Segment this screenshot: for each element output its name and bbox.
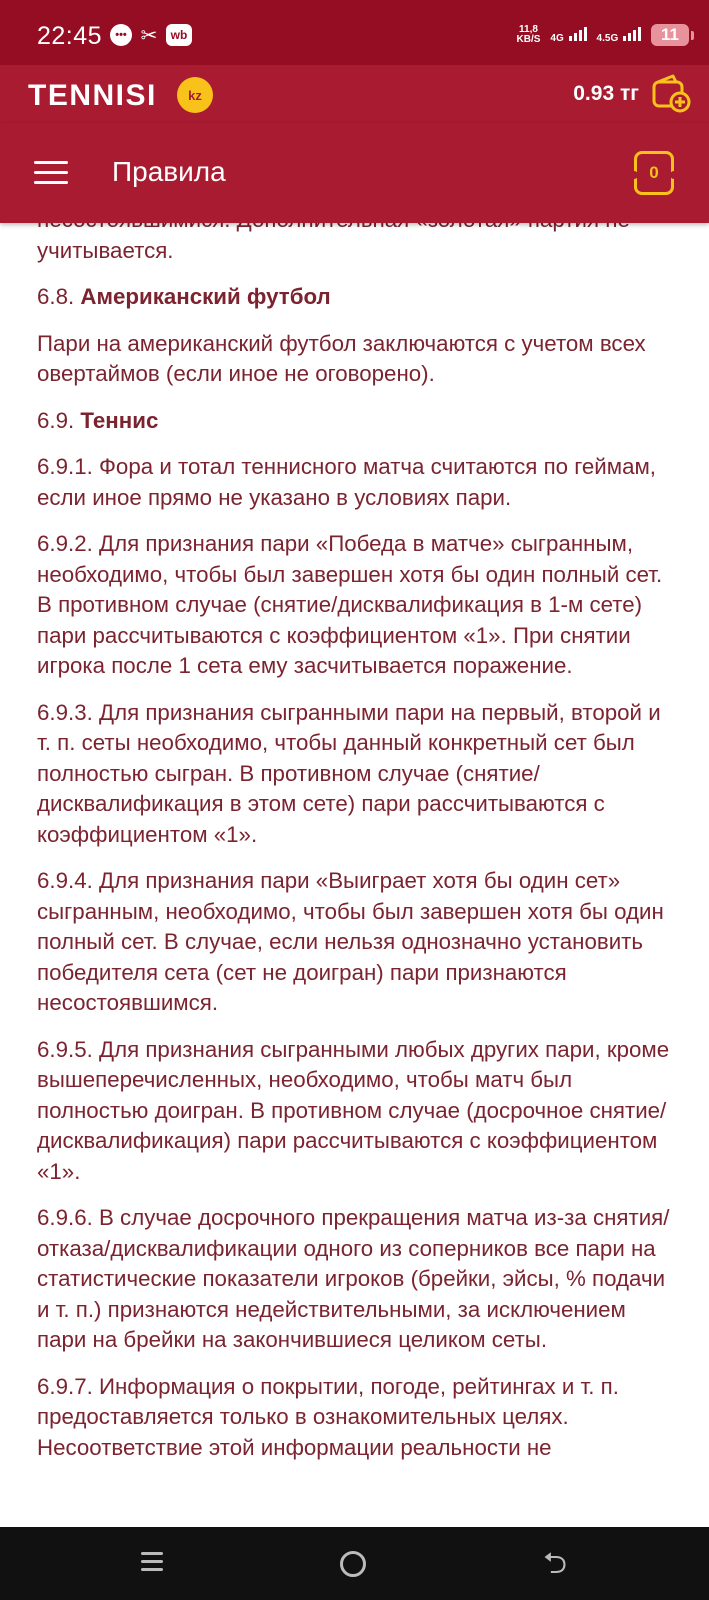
signal-1-icon: 4G <box>550 27 586 44</box>
chat-notification-icon: ••• <box>110 24 132 46</box>
wb-app-icon: wb <box>166 24 192 46</box>
app-toolbar <box>0 123 709 223</box>
rules-paragraph: 6.9.3. Для признания сыгранными пари на первый, второй и т. п. сеты необходимо, чтобы данный конкретный сет был полностью сыгран. В противном случае (снятие/дисквалификация в этом сете) пари рассчитываются с коэффициентом «1». <box>37 699 661 847</box>
balance[interactable]: 0.93 тг <box>573 82 639 105</box>
rules-paragraph: учитывается. <box>37 237 174 263</box>
wallet-plus-icon[interactable] <box>651 73 691 113</box>
status-bar <box>0 0 709 65</box>
signal-2-icon: 4.5G <box>597 27 641 44</box>
notification-icons <box>110 24 192 46</box>
rules-paragraph: 6.9.7. Информация о покрытии, погоде, рейтингах и т. п. предоставляется только в ознакомительных целях. Несоответствие этой информации реальности не <box>37 1373 619 1460</box>
section-heading-tennis: 6.9. Теннис <box>37 407 159 433</box>
missed-call-icon: ✂ <box>140 24 158 47</box>
coupon-button[interactable]: 0 <box>634 151 674 195</box>
network-speed: 11,8 KB/S <box>516 24 541 45</box>
battery-icon: 11 <box>651 24 689 46</box>
back-icon[interactable]: ⮌ <box>542 1547 568 1580</box>
home-icon[interactable] <box>340 1551 366 1577</box>
rules-paragraph: 6.9.1. Фора и тотал теннисного матча считаются по геймам, если иное прямо не указано в условиях пари. <box>37 454 656 510</box>
rules-paragraph: 6.9.6. В случае досрочного прекращения матча из-за снятия/отказа/дисквалификации одного из соперников все пари на статистические показатели игроков (брейки, эйсы, % подачи и т. п.) признаются недействительными, за исключением пари на брейки на закончившиеся целиком сеты. <box>37 1205 670 1352</box>
system-nav-bar <box>0 1527 709 1600</box>
rules-paragraph: 6.9.4. Для признания пари «Выиграет хотя бы один сет» сыгранным, необходимо, чтобы был завершен хотя бы один полный сет. В случае, если нельзя однозначно установить победителя сета (сет не доигран) пари признаются несостоявшимся. <box>37 868 664 1015</box>
page-title: Правила <box>112 156 226 187</box>
brand-bar <box>0 65 709 123</box>
status-right-group <box>517 24 689 46</box>
status-time: 22:45 <box>37 22 103 50</box>
recents-icon[interactable] <box>137 1549 167 1579</box>
section-heading-american-football: 6.8. Американский футбол <box>37 284 331 309</box>
rules-paragraph: 6.9.2. Для признания пари «Победа в матче» сыгранным, необходимо, чтобы был завершен хотя бы один полный сет. В противном случае (снятие/дисквалификация в 1-м сете) пари рассчитываются с коэффициентом «1». При снятии игрока после 1 сета ему засчитывается поражение. <box>37 531 663 678</box>
tennisi-logo[interactable]: TENNISI <box>28 79 157 112</box>
hamburger-menu-icon[interactable] <box>34 161 68 187</box>
rules-paragraph: 6.9.5. Для признания сыгранными любых других пари, кроме вышеперечисленных, необходимо, чтобы матч был полностью доигран. В противном случае (досрочное снятие/дисквалификация) пари рассчитываются с коэффициентом «1». <box>37 1036 670 1184</box>
rules-paragraph: Пари на американский футбол заключаются с учетом всех овертаймов (если иное не оговорено). <box>37 330 646 386</box>
rules-content[interactable] <box>0 205 709 1527</box>
kz-badge: kz <box>177 77 213 113</box>
